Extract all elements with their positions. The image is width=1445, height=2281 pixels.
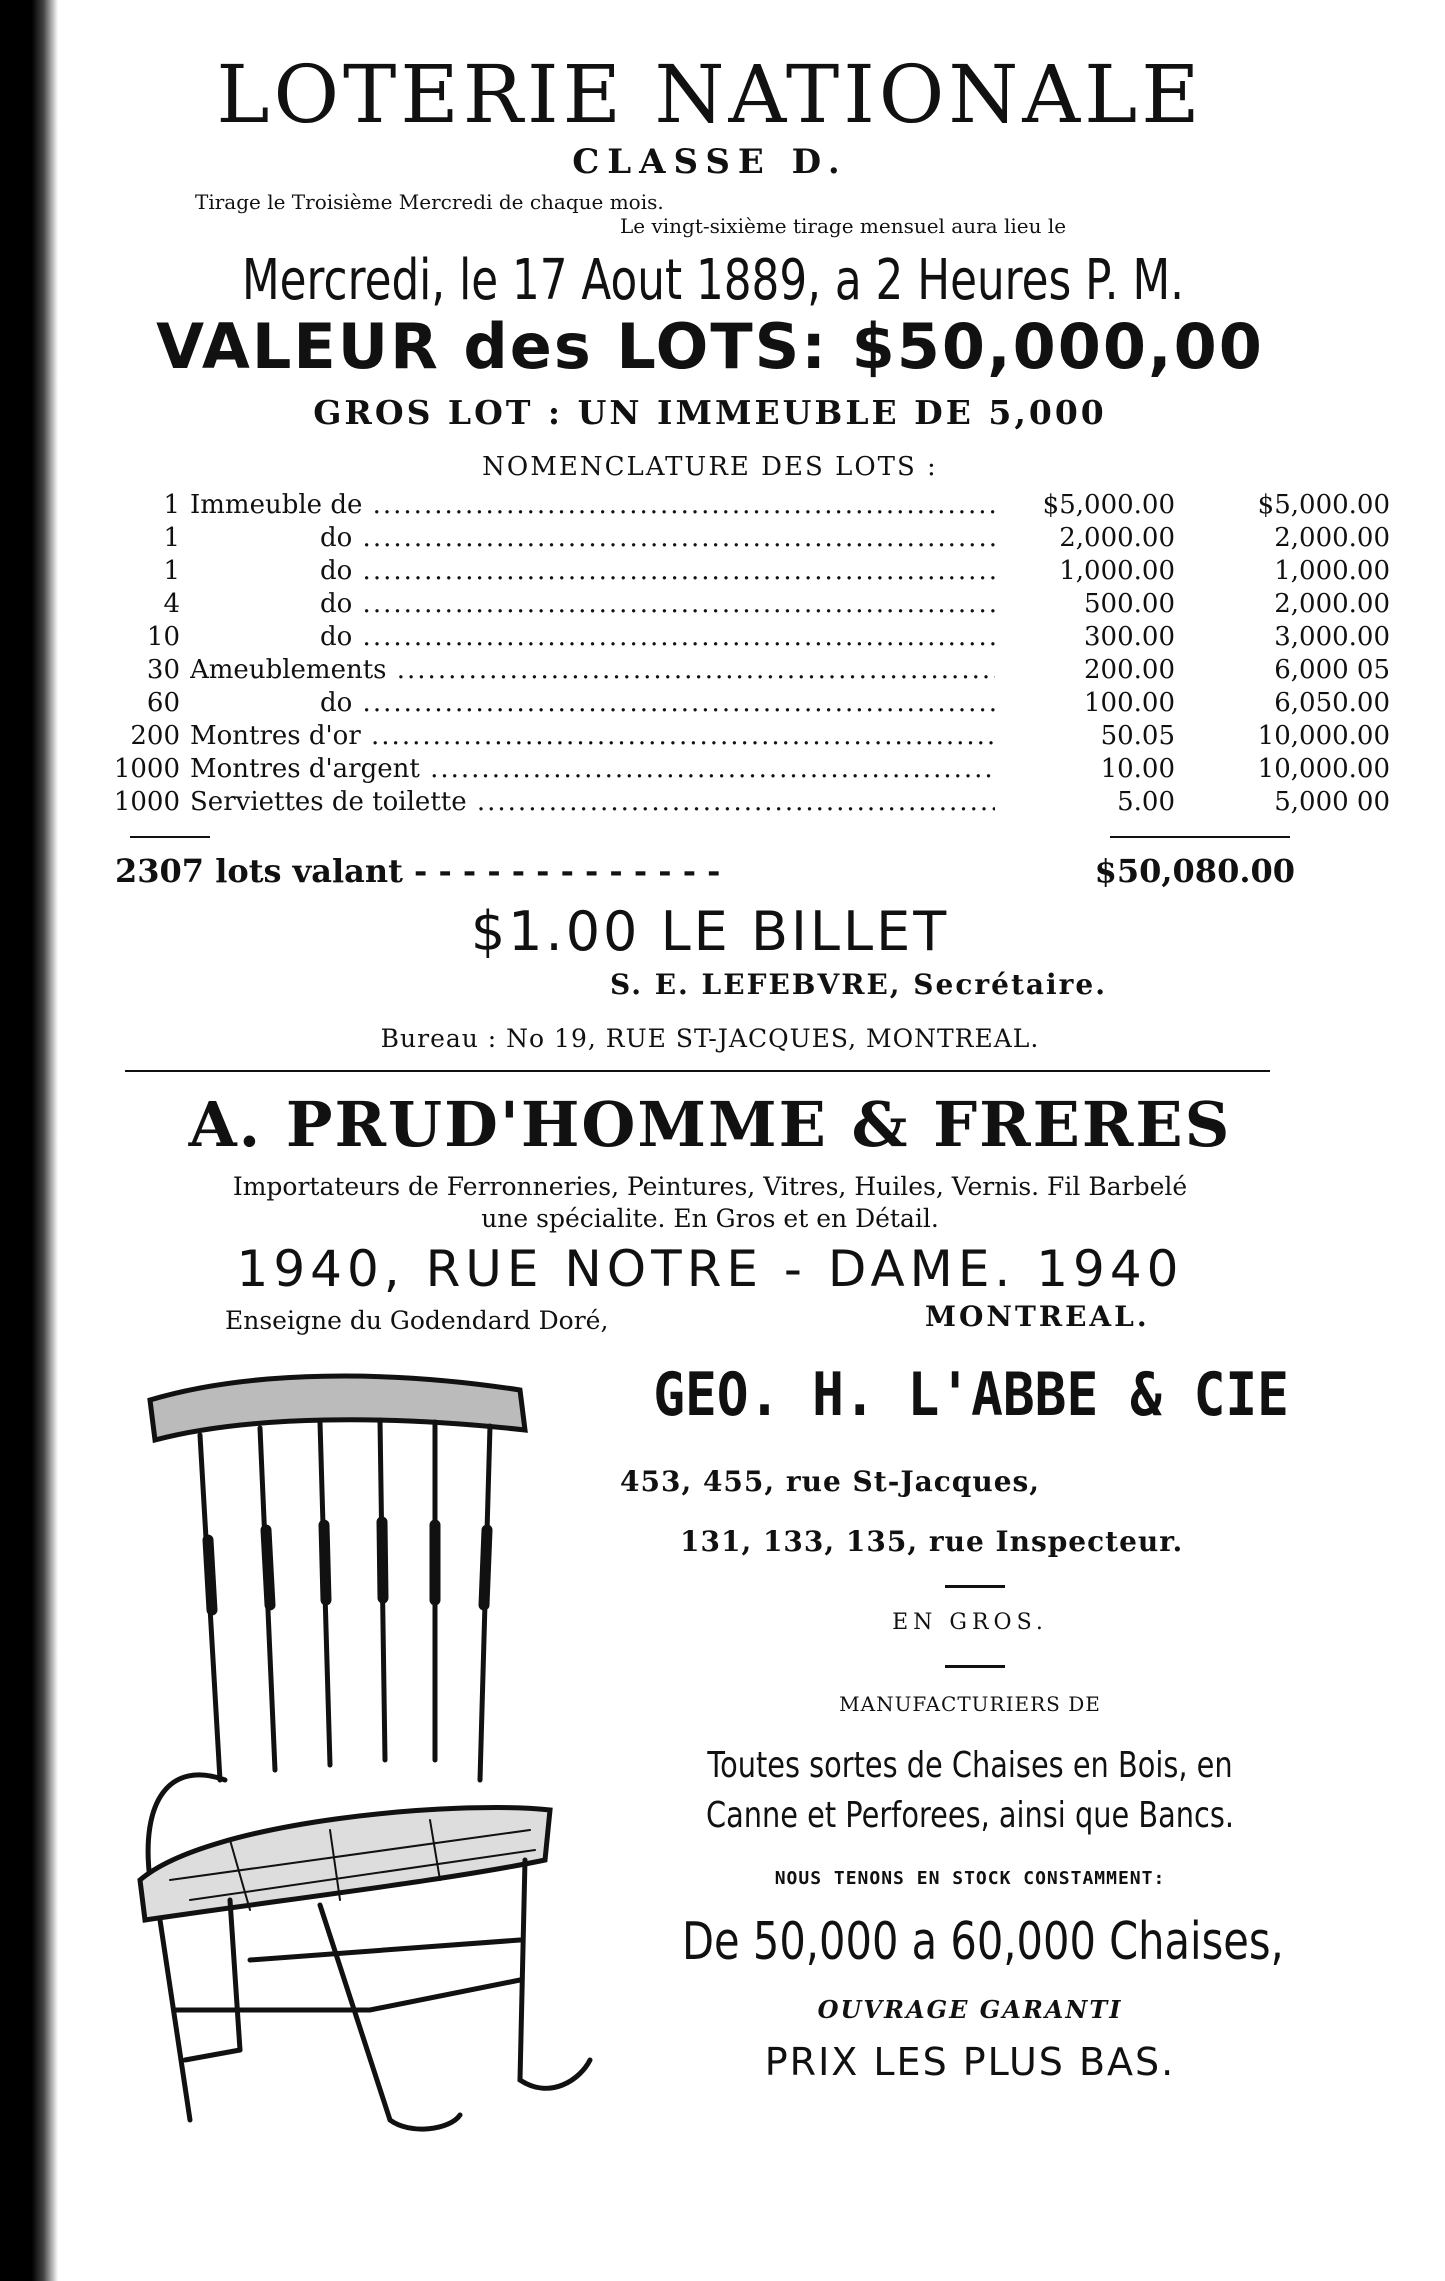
table-row [110, 655, 1390, 688]
prudhomme-name: A. PRUD'HOMME & FRERES [188, 1088, 1232, 1161]
prize-unit: 5.00 [995, 787, 1175, 817]
table-row [110, 787, 1390, 820]
prize-unit: $5,000.00 [995, 490, 1175, 520]
total-value: $50,080.00 [1094, 852, 1295, 890]
prudhomme-line-2: une spécialite. En Gros et en Détail. [481, 1204, 939, 1233]
labbe-guarantee: OUVRAGE GARANTI [817, 1995, 1123, 2024]
prize-qty: 4 [163, 589, 180, 619]
divider-dash [945, 1665, 1005, 1668]
prize-total: 5,000 00 [1274, 787, 1390, 817]
prize-total: 3,000.00 [1274, 622, 1390, 652]
total-label: 2307 lots valant - - - - - - - - - - - - - [115, 852, 721, 890]
prize-unit: 300.00 [995, 622, 1175, 652]
labbe-manufacturers: MANUFACTURIERS DE [839, 1692, 1101, 1716]
prize-desc: do ..... [190, 622, 1150, 652]
prize-desc: do ..... [190, 688, 1150, 718]
prize-qty: 1000 [113, 787, 180, 817]
table-row [110, 721, 1390, 754]
lottery-grand-prize: GROS LOT : UN IMMEUBLE DE 5,000 [313, 393, 1107, 432]
prize-total: 6,050.00 [1274, 688, 1390, 718]
lottery-class: CLASSE D. [572, 142, 848, 182]
table-row [110, 589, 1390, 622]
prize-total: 10,000.00 [1257, 754, 1390, 784]
table-row [110, 490, 1390, 523]
labbe-name: GEO. H. L'ABBE & CIE [653, 1360, 1289, 1430]
table-row [110, 688, 1390, 721]
prize-qty: 1000 [113, 754, 180, 784]
prize-total: 1,000.00 [1274, 556, 1390, 586]
prize-total: 2,000.00 [1274, 589, 1390, 619]
prize-desc: Ameublements ..... [190, 655, 1020, 685]
prize-unit: 50.05 [995, 721, 1175, 751]
prize-qty: 10 [146, 622, 180, 652]
prize-total: 2,000.00 [1274, 523, 1390, 553]
prize-unit: 2,000.00 [995, 523, 1175, 553]
page-scan-edge [0, 0, 58, 2281]
lottery-value: VALEUR des LOTS: $50,000,00 [156, 310, 1264, 383]
prize-qty: 200 [130, 721, 180, 751]
prize-qty: 1 [163, 490, 180, 520]
prudhomme-city: MONTREAL. [925, 1300, 1150, 1333]
table-row [110, 622, 1390, 655]
wooden-chair-icon [130, 1360, 630, 2140]
prize-unit: 500.00 [995, 589, 1175, 619]
prize-total: 10,000.00 [1257, 721, 1390, 751]
prize-qty: 30 [146, 655, 180, 685]
secretary: S. E. LEFEBVRE, Secrétaire. [610, 968, 1107, 1001]
prize-unit: 100.00 [995, 688, 1175, 718]
prudhomme-address: 1940, RUE NOTRE - DAME. 1940 [236, 1240, 1184, 1298]
lottery-date: Mercredi, le 17 Aout 1889, a 2 Heures P. M. [242, 248, 1185, 313]
prize-unit: 1,000.00 [995, 556, 1175, 586]
prize-desc: do ..... [190, 523, 1150, 553]
table-row [110, 523, 1390, 556]
labbe-chair-count: De 50,000 a 60,000 Chaises, [682, 1912, 1284, 1972]
prize-total: $5,000.00 [1257, 490, 1390, 520]
qty-sum-rule [130, 836, 210, 838]
prize-desc: do ..... [190, 589, 1150, 619]
prudhomme-sign: Enseigne du Godendard Doré, [225, 1306, 609, 1335]
labbe-en-gros: EN GROS. [892, 1610, 1048, 1635]
labbe-stock-note: NOUS TENONS EN STOCK CONSTAMMENT: [774, 1868, 1166, 1889]
labbe-address-1: 453, 455, rue St-Jacques, [620, 1465, 1041, 1498]
total-sum-rule [1110, 836, 1290, 838]
prize-total: 6,000 05 [1274, 655, 1390, 685]
prize-desc: Immeuble de ..... [190, 490, 1020, 520]
prize-desc: do ..... [190, 556, 1150, 586]
labbe-desc-2: Canne et Perforees, ainsi que Bancs. [705, 1795, 1235, 1836]
prize-qty: 1 [163, 523, 180, 553]
labbe-price: PRIX LES PLUS BAS. [764, 2040, 1176, 2084]
table-row [110, 556, 1390, 589]
prize-list-title: NOMENCLATURE DES LOTS : [482, 452, 938, 482]
prize-qty: 60 [146, 688, 180, 718]
office-address: Bureau : No 19, RUE ST-JACQUES, MONTREAL. [380, 1024, 1040, 1053]
labbe-desc-1: Toutes sortes de Chaises en Bois, en [707, 1745, 1233, 1786]
prize-desc: Montres d'or ..... [190, 721, 1020, 751]
lottery-draw-note: Tirage le Troisième Mercredi de chaque mois. [195, 190, 664, 214]
section-divider [125, 1070, 1270, 1072]
lottery-draw-note-2: Le vingt-sixième tirage mensuel aura lieu le [620, 214, 1067, 238]
prize-desc: Montres d'argent ..... [190, 754, 1020, 784]
prize-qty: 1 [163, 556, 180, 586]
prize-unit: 200.00 [995, 655, 1175, 685]
prize-desc: Serviettes de toilette ..... [190, 787, 1020, 817]
ticket-price: $1.00 LE BILLET [470, 900, 950, 963]
lottery-title: LOTERIE NATIONALE [216, 48, 1204, 141]
prudhomme-line-1: Importateurs de Ferronneries, Peintures, Vitres, Huiles, Vernis. Fil Barbelé [232, 1172, 1188, 1201]
prize-unit: 10.00 [995, 754, 1175, 784]
table-row [110, 754, 1390, 787]
labbe-address-2: 131, 133, 135, rue Inspecteur. [680, 1525, 1184, 1558]
divider-dash [945, 1585, 1005, 1588]
